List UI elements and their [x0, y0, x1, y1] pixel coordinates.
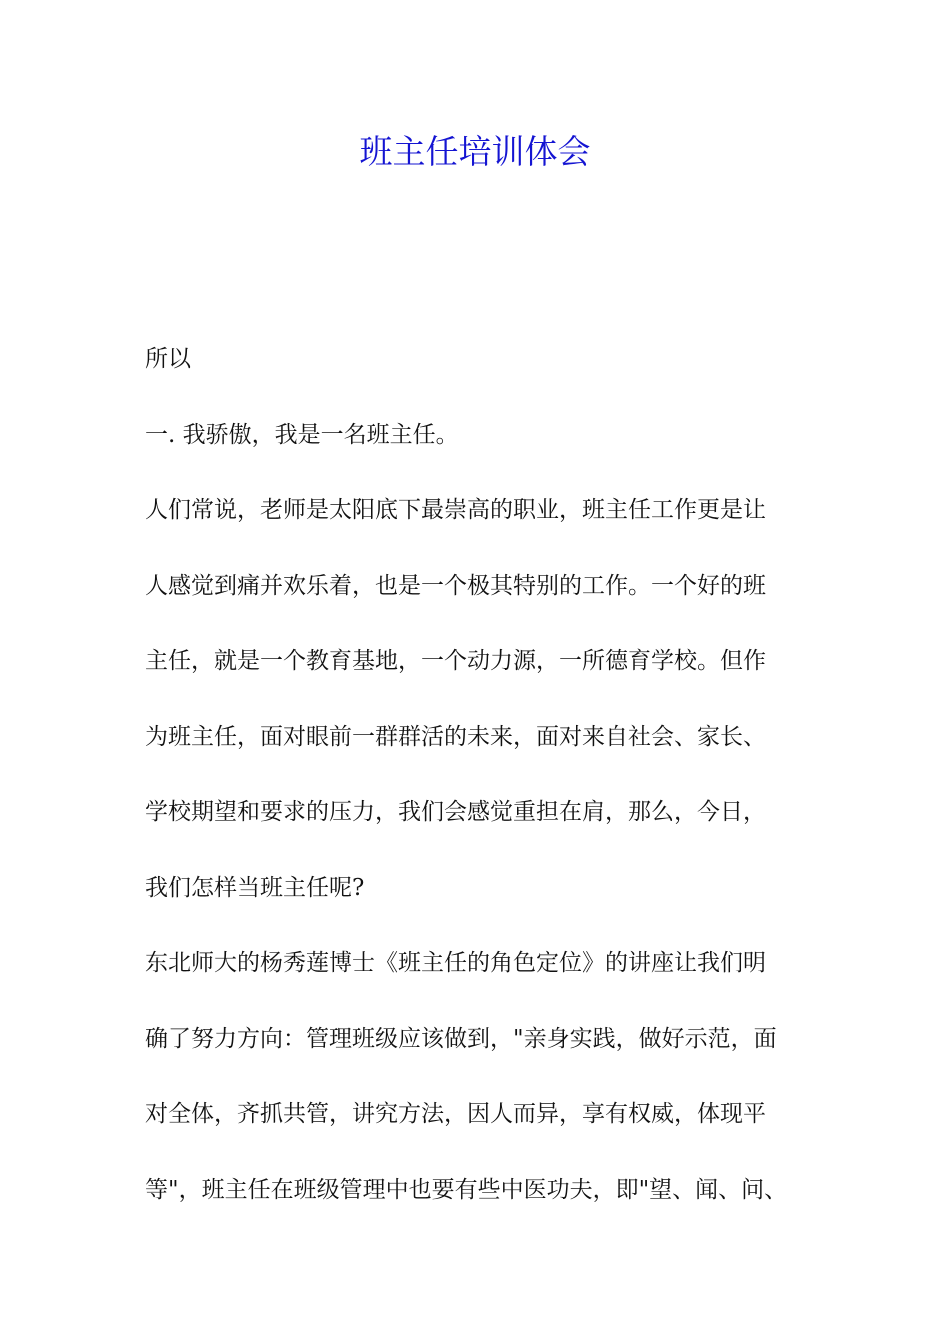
- document-title: 班主任培训体会: [359, 132, 591, 171]
- paragraph-line: 一. 我骄傲，我是一名班主任。: [145, 421, 459, 448]
- paragraph-line: 为班主任，面对眼前一群群活的未来，面对来自社会、家长、: [145, 723, 766, 750]
- paragraph-line: 学校期望和要求的压力，我们会感觉重担在肩，那么，今日，: [145, 799, 766, 825]
- paragraph-line: 确了努力方向：管理班级应该做到，"亲身实践，做好示范，面: [145, 1025, 777, 1052]
- paragraph-line: 等"，班主任在班级管理中也要有些中医功夫，即"望、闻、问、: [145, 1176, 788, 1203]
- document-body: [145, 340, 825, 1246]
- paragraph-line: 主任，就是一个教育基地，一个动力源，一所德育学校。但作: [145, 648, 766, 674]
- paragraph-line: 人感觉到痛并欢乐着，也是一个极其特别的工作。一个好的班: [145, 572, 766, 599]
- paragraph-line: 人们常说，老师是太阳底下最崇高的职业，班主任工作更是让: [145, 497, 766, 523]
- paragraph-line: 对全体，齐抓共管，讲究方法，因人而异，享有权威，体现平: [145, 1101, 766, 1127]
- paragraph-line: 我们怎样当班主任呢?: [145, 874, 365, 901]
- paragraph-line: 所以: [145, 346, 191, 372]
- paragraph-line: 东北师大的杨秀莲博士《班主任的角色定位》的讲座让我们明: [145, 950, 766, 976]
